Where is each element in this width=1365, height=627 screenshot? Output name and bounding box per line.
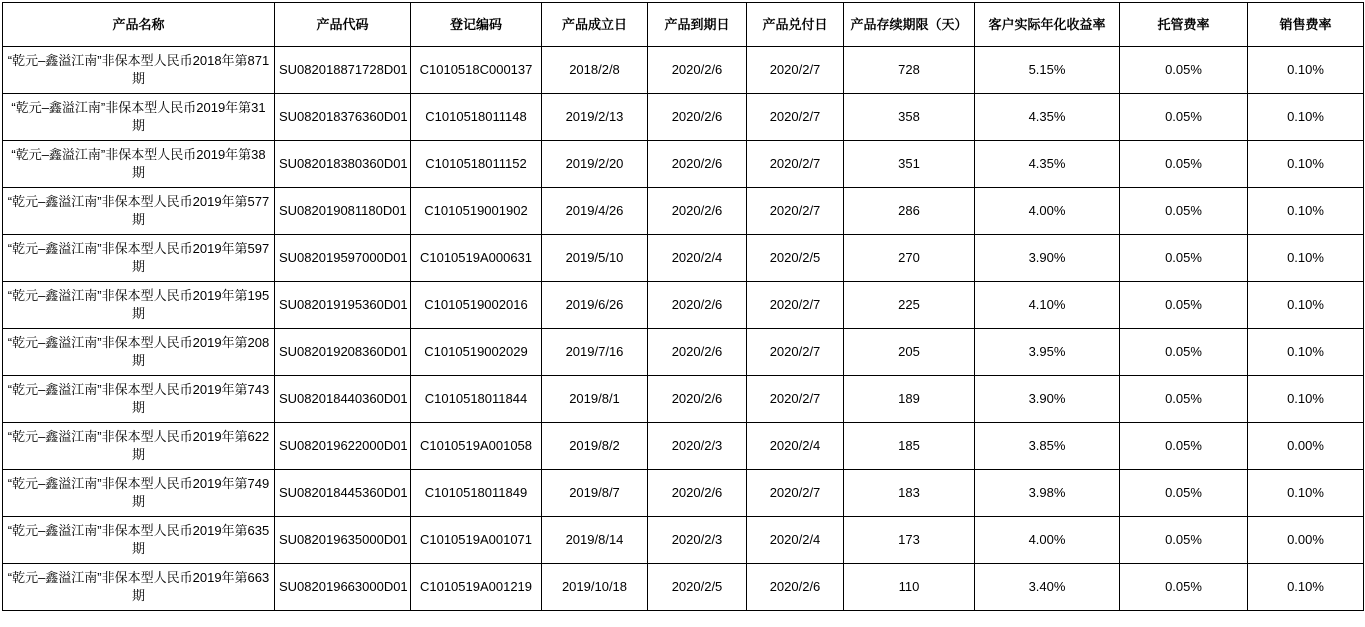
cell-payment-date: 2020/2/7 [747, 376, 844, 423]
cell-product-code: SU082018440360D01 [275, 376, 411, 423]
cell-registration-code: C1010519002016 [411, 282, 542, 329]
column-header-product-code: 产品代码 [275, 3, 411, 47]
cell-duration-days: 286 [844, 188, 975, 235]
cell-registration-code: C1010519A001058 [411, 423, 542, 470]
table-header [3, 3, 1364, 47]
table-row [3, 282, 1364, 329]
cell-maturity-date: 2020/2/6 [648, 282, 747, 329]
cell-product-code: SU082019208360D01 [275, 329, 411, 376]
cell-maturity-date: 2020/2/6 [648, 188, 747, 235]
cell-product-code: SU082019663000D01 [275, 564, 411, 611]
cell-custody-fee-rate: 0.05% [1120, 188, 1248, 235]
cell-maturity-date: 2020/2/6 [648, 47, 747, 94]
cell-registration-code: C1010518C000137 [411, 47, 542, 94]
table-row [3, 141, 1364, 188]
cell-duration-days: 183 [844, 470, 975, 517]
cell-sales-fee-rate: 0.10% [1248, 235, 1364, 282]
cell-payment-date: 2020/2/4 [747, 423, 844, 470]
cell-start-date: 2019/10/18 [542, 564, 648, 611]
cell-sales-fee-rate: 0.10% [1248, 564, 1364, 611]
cell-custody-fee-rate: 0.05% [1120, 376, 1248, 423]
cell-maturity-date: 2020/2/6 [648, 376, 747, 423]
column-header-custody-fee-rate: 托管费率 [1120, 3, 1248, 47]
cell-product-name: “乾元–鑫溢江南”非保本型人民币2019年第195期 [3, 282, 275, 329]
cell-maturity-date: 2020/2/3 [648, 423, 747, 470]
cell-duration-days: 189 [844, 376, 975, 423]
table-row [3, 423, 1364, 470]
cell-annualized-yield: 5.15% [975, 47, 1120, 94]
table-row [3, 376, 1364, 423]
cell-duration-days: 351 [844, 141, 975, 188]
cell-registration-code: C1010519002029 [411, 329, 542, 376]
cell-registration-code: C1010518011844 [411, 376, 542, 423]
table-row [3, 517, 1364, 564]
cell-sales-fee-rate: 0.10% [1248, 470, 1364, 517]
cell-annualized-yield: 4.10% [975, 282, 1120, 329]
cell-registration-code: C1010519001902 [411, 188, 542, 235]
cell-annualized-yield: 4.00% [975, 517, 1120, 564]
table-row [3, 47, 1364, 94]
cell-start-date: 2019/7/16 [542, 329, 648, 376]
cell-sales-fee-rate: 0.10% [1248, 47, 1364, 94]
cell-product-name: “乾元–鑫溢江南”非保本型人民币2019年第622期 [3, 423, 275, 470]
cell-duration-days: 270 [844, 235, 975, 282]
product-table [2, 2, 1364, 611]
cell-start-date: 2019/4/26 [542, 188, 648, 235]
cell-maturity-date: 2020/2/6 [648, 94, 747, 141]
table-row [3, 235, 1364, 282]
cell-start-date: 2019/8/2 [542, 423, 648, 470]
cell-payment-date: 2020/2/7 [747, 94, 844, 141]
table-header-row [3, 3, 1364, 47]
cell-maturity-date: 2020/2/4 [648, 235, 747, 282]
cell-product-code: SU082019081180D01 [275, 188, 411, 235]
table-row [3, 470, 1364, 517]
table-row [3, 564, 1364, 611]
cell-annualized-yield: 3.95% [975, 329, 1120, 376]
cell-product-name: “乾元–鑫溢江南”非保本型人民币2019年第635期 [3, 517, 275, 564]
cell-payment-date: 2020/2/7 [747, 282, 844, 329]
cell-product-name: “乾元–鑫溢江南”非保本型人民币2019年第597期 [3, 235, 275, 282]
cell-registration-code: C1010519A001219 [411, 564, 542, 611]
cell-sales-fee-rate: 0.10% [1248, 141, 1364, 188]
cell-registration-code: C1010519A001071 [411, 517, 542, 564]
cell-custody-fee-rate: 0.05% [1120, 282, 1248, 329]
cell-start-date: 2019/2/13 [542, 94, 648, 141]
cell-start-date: 2018/2/8 [542, 47, 648, 94]
cell-product-name: “乾元–鑫溢江南”非保本型人民币2018年第871期 [3, 47, 275, 94]
cell-registration-code: C1010519A000631 [411, 235, 542, 282]
cell-product-code: SU082018376360D01 [275, 94, 411, 141]
cell-sales-fee-rate: 0.00% [1248, 517, 1364, 564]
table-row [3, 188, 1364, 235]
cell-product-name: “乾元–鑫溢江南”非保本型人民币2019年第38期 [3, 141, 275, 188]
cell-sales-fee-rate: 0.10% [1248, 94, 1364, 141]
cell-custody-fee-rate: 0.05% [1120, 47, 1248, 94]
column-header-sales-fee-rate: 销售费率 [1248, 3, 1364, 47]
cell-start-date: 2019/8/14 [542, 517, 648, 564]
column-header-start-date: 产品成立日 [542, 3, 648, 47]
cell-custody-fee-rate: 0.05% [1120, 517, 1248, 564]
cell-maturity-date: 2020/2/5 [648, 564, 747, 611]
cell-duration-days: 110 [844, 564, 975, 611]
cell-start-date: 2019/5/10 [542, 235, 648, 282]
table-row [3, 329, 1364, 376]
cell-product-name: “乾元–鑫溢江南”非保本型人民币2019年第663期 [3, 564, 275, 611]
cell-payment-date: 2020/2/7 [747, 470, 844, 517]
cell-maturity-date: 2020/2/3 [648, 517, 747, 564]
column-header-registration-code: 登记编码 [411, 3, 542, 47]
cell-duration-days: 358 [844, 94, 975, 141]
cell-product-code: SU082019622000D01 [275, 423, 411, 470]
column-header-duration-days: 产品存续期限（天） [844, 3, 975, 47]
cell-payment-date: 2020/2/6 [747, 564, 844, 611]
cell-product-code: SU082018380360D01 [275, 141, 411, 188]
cell-custody-fee-rate: 0.05% [1120, 564, 1248, 611]
cell-payment-date: 2020/2/5 [747, 235, 844, 282]
cell-duration-days: 173 [844, 517, 975, 564]
cell-sales-fee-rate: 0.00% [1248, 423, 1364, 470]
table-body [3, 47, 1364, 611]
cell-product-name: “乾元–鑫溢江南”非保本型人民币2019年第577期 [3, 188, 275, 235]
cell-payment-date: 2020/2/7 [747, 47, 844, 94]
cell-duration-days: 185 [844, 423, 975, 470]
cell-sales-fee-rate: 0.10% [1248, 282, 1364, 329]
cell-annualized-yield: 3.98% [975, 470, 1120, 517]
cell-duration-days: 728 [844, 47, 975, 94]
cell-sales-fee-rate: 0.10% [1248, 376, 1364, 423]
cell-maturity-date: 2020/2/6 [648, 141, 747, 188]
cell-payment-date: 2020/2/7 [747, 188, 844, 235]
table-row [3, 94, 1364, 141]
cell-custody-fee-rate: 0.05% [1120, 235, 1248, 282]
cell-payment-date: 2020/2/4 [747, 517, 844, 564]
cell-duration-days: 205 [844, 329, 975, 376]
cell-product-name: “乾元–鑫溢江南”非保本型人民币2019年第749期 [3, 470, 275, 517]
column-header-maturity-date: 产品到期日 [648, 3, 747, 47]
cell-annualized-yield: 4.35% [975, 141, 1120, 188]
cell-sales-fee-rate: 0.10% [1248, 188, 1364, 235]
cell-product-code: SU082019195360D01 [275, 282, 411, 329]
column-header-product-name: 产品名称 [3, 3, 275, 47]
cell-annualized-yield: 4.00% [975, 188, 1120, 235]
cell-custody-fee-rate: 0.05% [1120, 423, 1248, 470]
cell-maturity-date: 2020/2/6 [648, 329, 747, 376]
cell-product-name: “乾元–鑫溢江南”非保本型人民币2019年第208期 [3, 329, 275, 376]
cell-sales-fee-rate: 0.10% [1248, 329, 1364, 376]
cell-registration-code: C1010518011849 [411, 470, 542, 517]
cell-custody-fee-rate: 0.05% [1120, 141, 1248, 188]
cell-payment-date: 2020/2/7 [747, 141, 844, 188]
cell-product-name: “乾元–鑫溢江南”非保本型人民币2019年第743期 [3, 376, 275, 423]
cell-product-code: SU082019597000D01 [275, 235, 411, 282]
cell-annualized-yield: 3.40% [975, 564, 1120, 611]
cell-maturity-date: 2020/2/6 [648, 470, 747, 517]
cell-registration-code: C1010518011152 [411, 141, 542, 188]
cell-start-date: 2019/6/26 [542, 282, 648, 329]
cell-start-date: 2019/8/7 [542, 470, 648, 517]
cell-custody-fee-rate: 0.05% [1120, 329, 1248, 376]
cell-registration-code: C1010518011148 [411, 94, 542, 141]
cell-annualized-yield: 3.90% [975, 376, 1120, 423]
cell-annualized-yield: 3.90% [975, 235, 1120, 282]
cell-annualized-yield: 3.85% [975, 423, 1120, 470]
cell-start-date: 2019/2/20 [542, 141, 648, 188]
cell-annualized-yield: 4.35% [975, 94, 1120, 141]
product-table-container [0, 2, 1365, 611]
column-header-payment-date: 产品兑付日 [747, 3, 844, 47]
cell-product-code: SU082018871728D01 [275, 47, 411, 94]
cell-product-code: SU082019635000D01 [275, 517, 411, 564]
cell-custody-fee-rate: 0.05% [1120, 470, 1248, 517]
cell-product-name: “乾元–鑫溢江南”非保本型人民币2019年第31期 [3, 94, 275, 141]
column-header-annualized-yield: 客户实际年化收益率 [975, 3, 1120, 47]
cell-payment-date: 2020/2/7 [747, 329, 844, 376]
cell-custody-fee-rate: 0.05% [1120, 94, 1248, 141]
cell-product-code: SU082018445360D01 [275, 470, 411, 517]
cell-duration-days: 225 [844, 282, 975, 329]
cell-start-date: 2019/8/1 [542, 376, 648, 423]
